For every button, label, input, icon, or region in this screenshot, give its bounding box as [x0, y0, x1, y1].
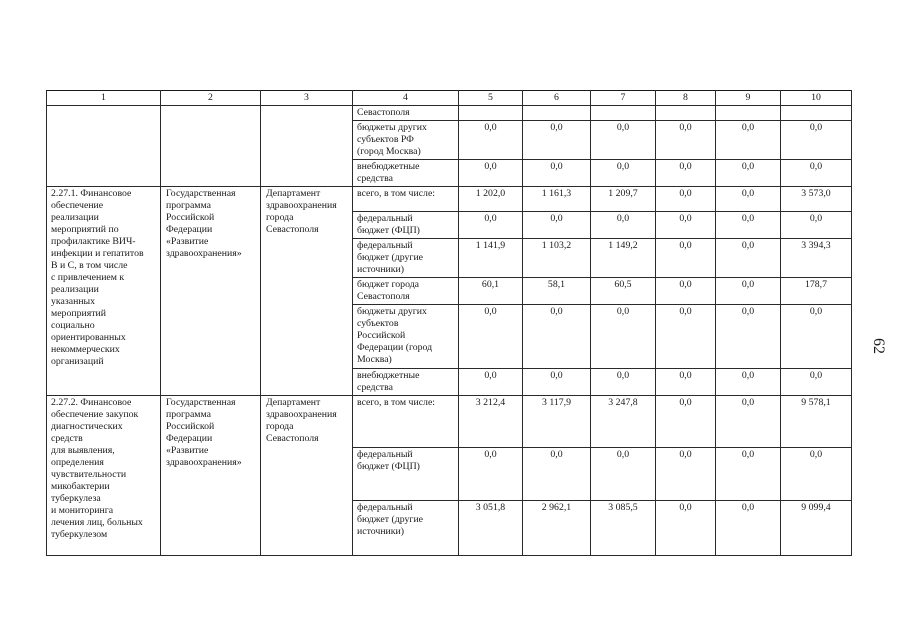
value-cell-col-9: 0,0 — [716, 396, 781, 448]
value-cell-col-9: 0,0 — [716, 448, 781, 501]
value-cell-col-9: 0,0 — [716, 239, 781, 278]
value-cell-col-10: 0,0 — [781, 448, 852, 501]
value-cell-col-6: 0,0 — [523, 305, 591, 369]
value-cell-col-6: 0,0 — [523, 212, 591, 239]
value-cell-col-5: 1 141,9 — [459, 239, 523, 278]
activity-cell — [47, 106, 161, 187]
financing-table — [46, 90, 852, 556]
value-cell-col-6: 1 103,2 — [523, 239, 591, 278]
value-cell-col-8: 0,0 — [656, 239, 716, 278]
executor-cell — [261, 106, 353, 187]
value-cell-col-8: 0,0 — [656, 187, 716, 212]
value-cell-col-9: 0,0 — [716, 369, 781, 396]
value-cell-col-10: 0,0 — [781, 305, 852, 369]
value-cell-col-9: 0,0 — [716, 278, 781, 305]
value-cell-col-7: 60,5 — [591, 278, 656, 305]
value-cell-col-7: 1 149,2 — [591, 239, 656, 278]
value-cell-col-7: 3 247,8 — [591, 396, 656, 448]
value-cell-col-6: 2 962,1 — [523, 501, 591, 556]
value-cell-col-10: 9 578,1 — [781, 396, 852, 448]
value-cell-col-6: 0,0 — [523, 160, 591, 187]
funding-source-cell: федеральный бюджет (ФЦП) — [353, 212, 459, 239]
table-row — [47, 106, 852, 121]
funding-source-cell: бюджет города Севастополя — [353, 278, 459, 305]
value-cell-col-9: 0,0 — [716, 501, 781, 556]
value-cell-col-9: 0,0 — [716, 212, 781, 239]
header-cell-5: 5 — [459, 91, 523, 106]
value-cell-col-5: 60,1 — [459, 278, 523, 305]
value-cell-col-8: 0,0 — [656, 396, 716, 448]
value-cell-col-7: 0,0 — [591, 121, 656, 160]
value-cell-col-9: 0,0 — [716, 160, 781, 187]
value-cell-col-8: 0,0 — [656, 212, 716, 239]
value-cell-col-7: 1 209,7 — [591, 187, 656, 212]
value-cell-col-6: 3 117,9 — [523, 396, 591, 448]
header-cell-10: 10 — [781, 91, 852, 106]
value-cell-col-6 — [523, 106, 591, 121]
value-cell-col-5: 3 051,8 — [459, 501, 523, 556]
value-cell-col-8 — [656, 106, 716, 121]
activity-cell: 2.27.2. Финансовое обеспечение закупок диагностических средств для выявления, определения чувствительности микобактерии туберкулеза и мониторинга лечения лиц, больных туберкулезом — [47, 396, 161, 556]
value-cell-col-8: 0,0 — [656, 160, 716, 187]
table-header — [47, 91, 852, 106]
funding-source-cell: бюджеты других субъектов Российской Федерации (город Москва) — [353, 305, 459, 369]
funding-source-cell: всего, в том числе: — [353, 396, 459, 448]
funding-source-cell: всего, в том числе: — [353, 187, 459, 212]
value-cell-col-6: 0,0 — [523, 448, 591, 501]
header-cell-9: 9 — [716, 91, 781, 106]
program-cell: Государственная программа Российской Федерации «Развитие здравоохранения» — [161, 187, 261, 396]
program-cell — [161, 106, 261, 187]
value-cell-col-7: 0,0 — [591, 305, 656, 369]
value-cell-col-5 — [459, 106, 523, 121]
value-cell-col-5: 0,0 — [459, 212, 523, 239]
executor-cell: Департамент здравоохранения города Севастополя — [261, 396, 353, 556]
value-cell-col-7 — [591, 106, 656, 121]
activity-cell: 2.27.1. Финансовое обеспечение реализации мероприятий по профилактике ВИЧ- инфекции и гепатитов В и С, в том числе с привлечением к реализации указанных мероприятий социально ориентированных некоммерческих организаций — [47, 187, 161, 396]
header-cell-1: 1 — [47, 91, 161, 106]
program-cell: Государственная программа Российской Федерации «Развитие здравоохранения» — [161, 396, 261, 556]
value-cell-col-6: 0,0 — [523, 121, 591, 160]
header-cell-7: 7 — [591, 91, 656, 106]
value-cell-col-8: 0,0 — [656, 305, 716, 369]
header-cell-8: 8 — [656, 91, 716, 106]
value-cell-col-9: 0,0 — [716, 187, 781, 212]
page-number: 62 — [870, 338, 887, 354]
value-cell-col-9 — [716, 106, 781, 121]
value-cell-col-5: 0,0 — [459, 160, 523, 187]
value-cell-col-7: 3 085,5 — [591, 501, 656, 556]
funding-source-cell: бюджеты других субъектов РФ (город Москва) — [353, 121, 459, 160]
funding-source-cell: Севастополя — [353, 106, 459, 121]
value-cell-col-8: 0,0 — [656, 121, 716, 160]
value-cell-col-6: 1 161,3 — [523, 187, 591, 212]
value-cell-col-10 — [781, 106, 852, 121]
table-row — [47, 187, 852, 212]
value-cell-col-10: 178,7 — [781, 278, 852, 305]
funding-source-cell: федеральный бюджет (другие источники) — [353, 501, 459, 556]
value-cell-col-7: 0,0 — [591, 448, 656, 501]
value-cell-col-10: 3 394,3 — [781, 239, 852, 278]
value-cell-col-6: 58,1 — [523, 278, 591, 305]
funding-source-cell: внебюджетные средства — [353, 160, 459, 187]
value-cell-col-5: 0,0 — [459, 305, 523, 369]
table-body — [47, 106, 852, 556]
value-cell-col-6: 0,0 — [523, 369, 591, 396]
executor-cell: Департамент здравоохранения города Севастополя — [261, 187, 353, 396]
value-cell-col-10: 0,0 — [781, 160, 852, 187]
header-cell-4: 4 — [353, 91, 459, 106]
value-cell-col-10: 3 573,0 — [781, 187, 852, 212]
value-cell-col-5: 0,0 — [459, 369, 523, 396]
value-cell-col-10: 0,0 — [781, 212, 852, 239]
header-cell-2: 2 — [161, 91, 261, 106]
value-cell-col-10: 0,0 — [781, 121, 852, 160]
header-row — [47, 91, 852, 106]
funding-source-cell: внебюджетные средства — [353, 369, 459, 396]
header-cell-3: 3 — [261, 91, 353, 106]
value-cell-col-10: 0,0 — [781, 369, 852, 396]
value-cell-col-10: 9 099,4 — [781, 501, 852, 556]
value-cell-col-8: 0,0 — [656, 278, 716, 305]
value-cell-col-7: 0,0 — [591, 212, 656, 239]
value-cell-col-9: 0,0 — [716, 305, 781, 369]
value-cell-col-9: 0,0 — [716, 121, 781, 160]
value-cell-col-5: 1 202,0 — [459, 187, 523, 212]
value-cell-col-5: 3 212,4 — [459, 396, 523, 448]
funding-source-cell: федеральный бюджет (ФЦП) — [353, 448, 459, 501]
value-cell-col-8: 0,0 — [656, 501, 716, 556]
funding-source-cell: федеральный бюджет (другие источники) — [353, 239, 459, 278]
value-cell-col-5: 0,0 — [459, 121, 523, 160]
table-row — [47, 396, 852, 448]
value-cell-col-8: 0,0 — [656, 369, 716, 396]
value-cell-col-8: 0,0 — [656, 448, 716, 501]
value-cell-col-7: 0,0 — [591, 369, 656, 396]
header-cell-6: 6 — [523, 91, 591, 106]
value-cell-col-7: 0,0 — [591, 160, 656, 187]
value-cell-col-5: 0,0 — [459, 448, 523, 501]
